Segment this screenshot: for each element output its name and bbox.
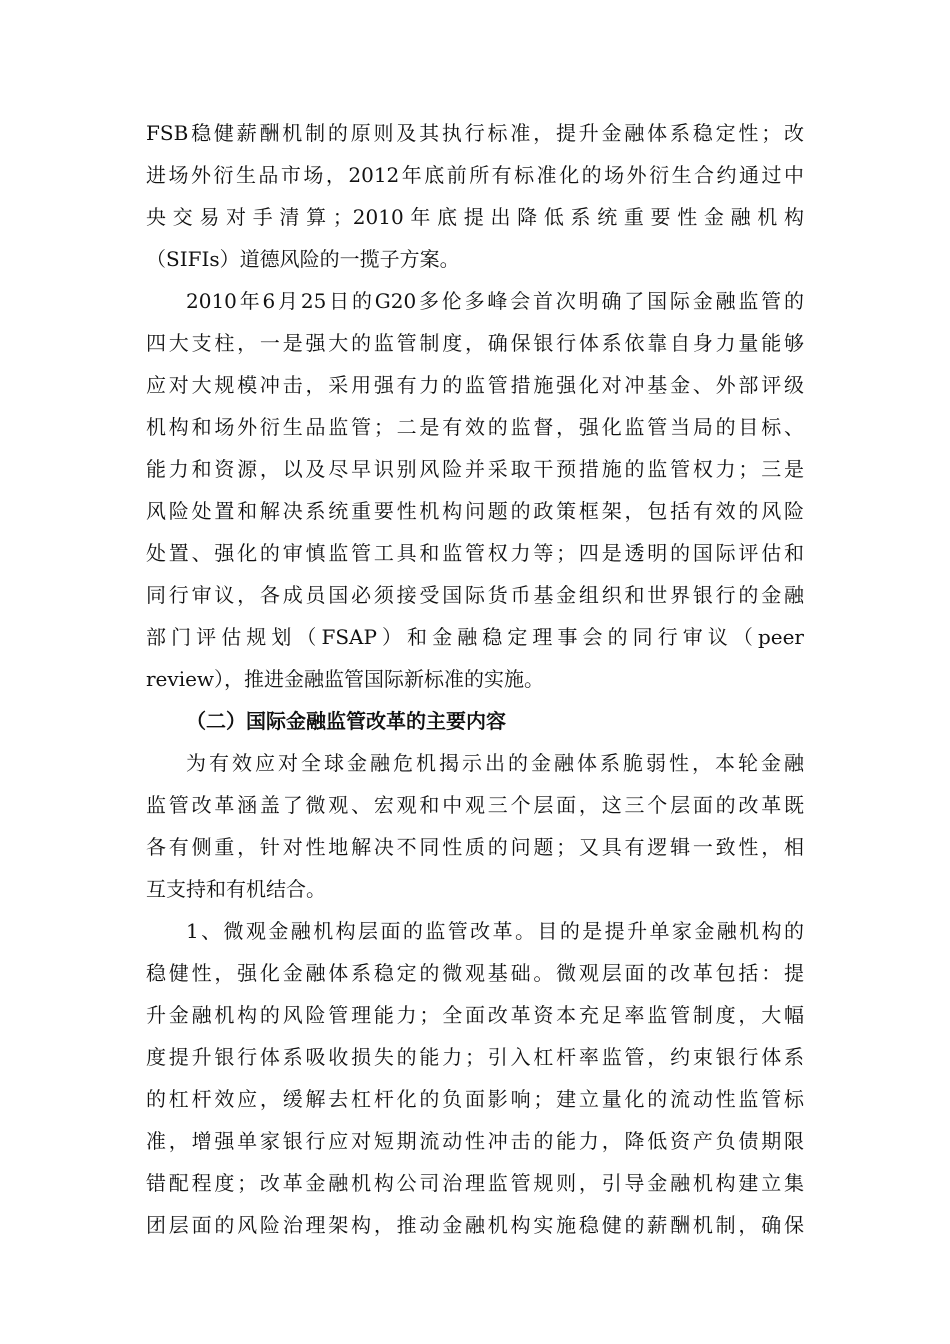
paragraph-2-line-2: 四大支柱，一是强大的监管制度，确保银行体系依靠自身力量能够 bbox=[146, 331, 804, 355]
paragraph-4-line-3: 升金融机构的风险管理能力；全面改革资本充足率监管制度，大幅 bbox=[146, 1003, 804, 1027]
section-heading: （二）国际金融监管改革的主要内容 bbox=[186, 709, 506, 733]
paragraph-4-line-7: 错配程度；改革金融机构公司治理监管规则，引导金融机构建立集 bbox=[146, 1171, 804, 1195]
paragraph-4-line-8: 团层面的风险治理架构，推动金融机构实施稳健的薪酬机制，确保 bbox=[146, 1213, 804, 1237]
paragraph-3-line-4: 互支持和有机结合。 bbox=[146, 877, 326, 901]
paragraph-4-line-5: 的杠杆效应，缓解去杠杆化的负面影响；建立量化的流动性监管标 bbox=[146, 1087, 804, 1111]
paragraph-2-line-8: 同行审议，各成员国必须接受国际货币基金组织和世界银行的金融 bbox=[146, 583, 804, 607]
paragraph-3-line-1: 为有效应对全球金融危机揭示出的金融体系脆弱性，本轮金融 bbox=[186, 751, 804, 775]
paragraph-3-line-2: 监管改革涵盖了微观、宏观和中观三个层面，这三个层面的改革既 bbox=[146, 793, 804, 817]
paragraph-2-line-4: 机构和场外衍生品监管；二是有效的监督，强化监管当局的目标、 bbox=[146, 415, 804, 439]
paragraph-1-line-1: FSB稳健薪酬机制的原则及其执行标准，提升金融体系稳定性；改 bbox=[146, 121, 804, 145]
paragraph-2-line-1: 2010年6月25日的G20多伦多峰会首次明确了国际金融监管的 bbox=[186, 289, 804, 313]
paragraph-4-line-4: 度提升银行体系吸收损失的能力；引入杠杆率监管，约束银行体系 bbox=[146, 1045, 804, 1069]
paragraph-2-line-6: 风险处置和解决系统重要性机构问题的政策框架，包括有效的风险 bbox=[146, 499, 804, 523]
paragraph-1-line-3: 央交易对手清算；2010年底提出降低系统重要性金融机构 bbox=[146, 205, 804, 229]
paragraph-1-line-4: （SIFIs）道德风险的一揽子方案。 bbox=[146, 247, 460, 271]
paragraph-2-line-3: 应对大规模冲击，采用强有力的监管措施强化对冲基金、外部评级 bbox=[146, 373, 804, 397]
paragraph-4-line-1: 1、微观金融机构层面的监管改革。目的是提升单家金融机构的 bbox=[186, 919, 804, 943]
paragraph-2-line-10: review），推进金融监管国际新标准的实施。 bbox=[146, 667, 545, 691]
paragraph-1-line-2: 进场外衍生品市场，2012年底前所有标准化的场外衍生合约通过中 bbox=[146, 163, 804, 187]
paragraph-2-line-5: 能力和资源，以及尽早识别风险并采取干预措施的监管权力；三是 bbox=[146, 457, 804, 481]
paragraph-3-line-3: 各有侧重，针对性地解决不同性质的问题；又具有逻辑一致性，相 bbox=[146, 835, 804, 859]
paragraph-2-line-7: 处置、强化的审慎监管工具和监管权力等；四是透明的国际评估和 bbox=[146, 541, 804, 565]
paragraph-4-line-2: 稳健性，强化金融体系稳定的微观基础。微观层面的改革包括：提 bbox=[146, 961, 804, 985]
paragraph-2-line-9: 部门评估规划（FSAP）和金融稳定理事会的同行审议（peer bbox=[146, 625, 804, 649]
paragraph-4-line-6: 准，增强单家银行应对短期流动性冲击的能力，降低资产负债期限 bbox=[146, 1129, 804, 1153]
